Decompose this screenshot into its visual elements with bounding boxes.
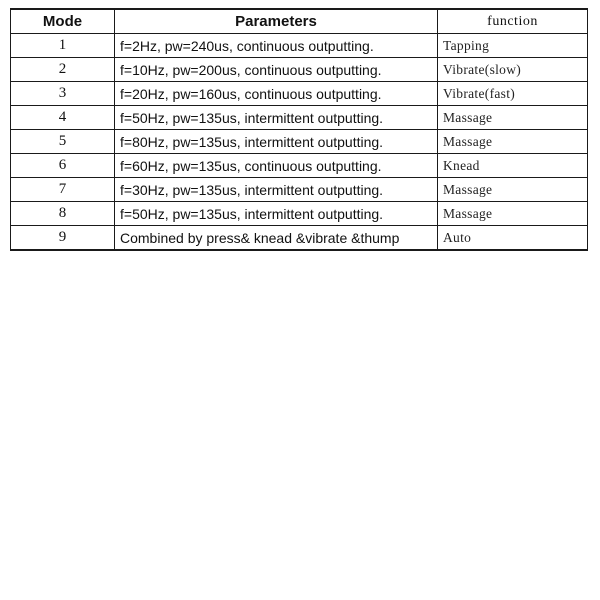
header-mode: Mode xyxy=(11,9,115,34)
cell-function: Knead xyxy=(438,154,588,178)
table-header xyxy=(11,9,588,34)
table-row xyxy=(11,154,588,178)
cell-function: Massage xyxy=(438,202,588,226)
cell-function: Tapping xyxy=(438,34,588,58)
cell-parameters: f=2Hz, pw=240us, continuous outputting. xyxy=(115,34,438,58)
cell-mode: 7 xyxy=(11,178,115,202)
cell-parameters: Combined by press& knead &vibrate &thump xyxy=(115,226,438,251)
cell-function: Massage xyxy=(438,178,588,202)
cell-parameters: f=60Hz, pw=135us, continuous outputting. xyxy=(115,154,438,178)
cell-function: Massage xyxy=(438,130,588,154)
cell-parameters: f=10Hz, pw=200us, continuous outputting. xyxy=(115,58,438,82)
header-row xyxy=(11,9,588,34)
cell-function: Massage xyxy=(438,106,588,130)
cell-mode: 9 xyxy=(11,226,115,251)
table-row xyxy=(11,82,588,106)
cell-mode: 5 xyxy=(11,130,115,154)
cell-parameters: f=30Hz, pw=135us, intermittent outputting. xyxy=(115,178,438,202)
cell-parameters: f=50Hz, pw=135us, intermittent outputting. xyxy=(115,106,438,130)
cell-mode: 3 xyxy=(11,82,115,106)
header-parameters: Parameters xyxy=(115,9,438,34)
table-row xyxy=(11,202,588,226)
table-row xyxy=(11,106,588,130)
cell-mode: 8 xyxy=(11,202,115,226)
header-function: function xyxy=(438,9,588,34)
cell-mode: 2 xyxy=(11,58,115,82)
table-body xyxy=(11,34,588,251)
mode-parameters-table xyxy=(10,8,588,251)
cell-function: Vibrate(slow) xyxy=(438,58,588,82)
cell-parameters: f=20Hz, pw=160us, continuous outputting. xyxy=(115,82,438,106)
table-row xyxy=(11,58,588,82)
table-row xyxy=(11,130,588,154)
cell-function: Auto xyxy=(438,226,588,251)
table-row xyxy=(11,34,588,58)
cell-mode: 1 xyxy=(11,34,115,58)
table-row xyxy=(11,178,588,202)
table-row xyxy=(11,226,588,251)
cell-mode: 6 xyxy=(11,154,115,178)
cell-mode: 4 xyxy=(11,106,115,130)
cell-parameters: f=80Hz, pw=135us, intermittent outputting. xyxy=(115,130,438,154)
cell-function: Vibrate(fast) xyxy=(438,82,588,106)
cell-parameters: f=50Hz, pw=135us, intermittent outputting. xyxy=(115,202,438,226)
